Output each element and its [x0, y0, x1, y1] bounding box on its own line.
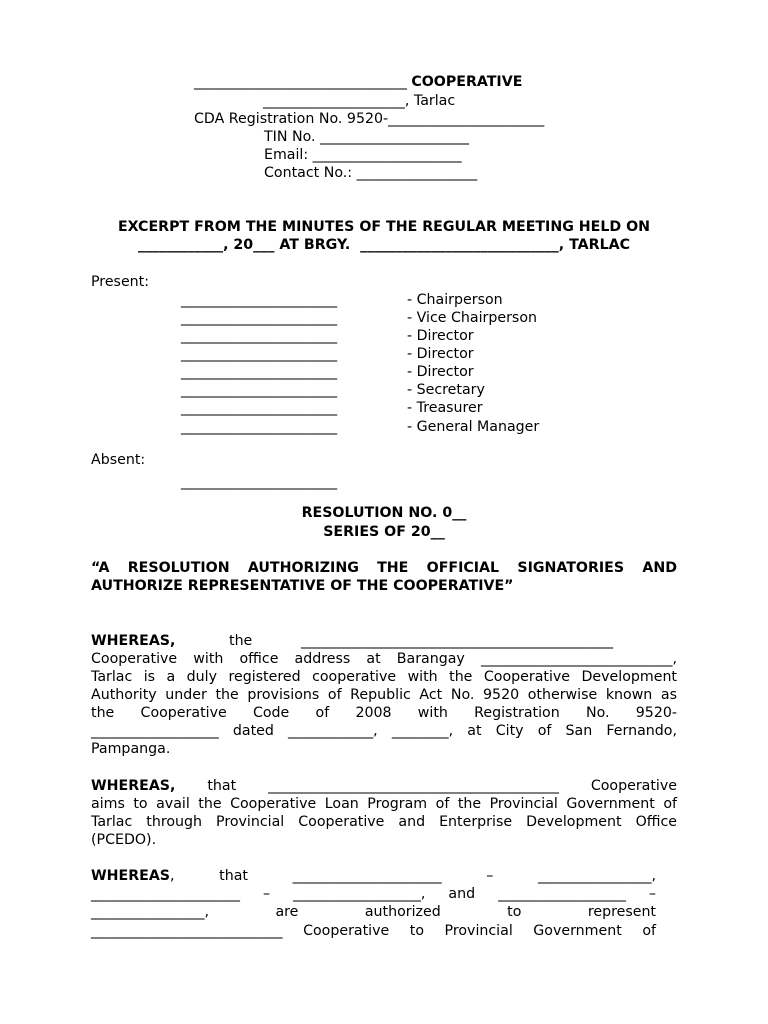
member-name-blank: ______________________	[181, 346, 338, 362]
town-blank: ____________________	[263, 93, 405, 109]
email-label: Email:	[264, 147, 313, 163]
cda-registration-line	[194, 110, 544, 128]
resolution-heading-line2: AUTHORIZE REPRESENTATIVE OF THE COOPERATIVE”	[91, 578, 514, 594]
absent-name-blank: ______________________	[181, 474, 338, 490]
whereas-text-line: _____________________ – __________________, and __________________ –	[91, 886, 656, 902]
member-role: - Director	[407, 364, 474, 380]
email-blank: _____________________	[312, 147, 462, 163]
member-name-blank: ______________________	[181, 292, 338, 308]
member-role: - Secretary	[407, 382, 485, 398]
member-name-blank: ______________________	[181, 382, 338, 398]
cda-blank: ______________________	[388, 111, 545, 127]
contact-blank: _________________	[356, 165, 478, 181]
member-role: - Treasurer	[407, 400, 483, 416]
resolution-series: SERIES OF 20__	[323, 524, 445, 540]
member-role: - Director	[407, 328, 474, 344]
member-role: - General Manager	[407, 419, 540, 435]
whereas-text-line: Cooperative with office address at Barangay ___________________________,	[91, 651, 677, 667]
whereas-text-line: __________________ dated ____________, ________, at City of San Fernando,	[91, 723, 677, 739]
town-suffix: , Tarlac	[404, 93, 456, 109]
whereas-text-line: Pampanga.	[91, 741, 171, 757]
tin-blank: _____________________	[320, 129, 470, 145]
tin-label: TIN No.	[264, 129, 321, 145]
member-name-blank: ______________________	[181, 310, 338, 326]
cooperative-name-line	[194, 73, 522, 91]
member-role: - Chairperson	[407, 292, 503, 308]
whereas-text-line: the Cooperative Code of 2008 with Registration No. 9520-	[91, 705, 677, 721]
whereas-text: , that _____________________ – ________________,	[170, 868, 656, 884]
member-name-blank: ______________________	[181, 419, 338, 435]
cooperative-name-blank: ____________________________________________	[301, 633, 614, 649]
member-name-blank: ______________________	[181, 400, 338, 416]
town-line	[263, 92, 455, 110]
minutes-title-line2: ____________, 20___ AT BRGY. ____________________________, TARLAC	[137, 237, 631, 253]
email-line	[264, 146, 462, 164]
whereas-text-line: Authority under the provisions of Republic Act No. 9520 otherwise known as	[91, 687, 677, 703]
cooperative-word: COOPERATIVE	[411, 74, 523, 90]
cda-label: CDA Registration No. 9520-	[194, 111, 389, 127]
whereas-text-line: (PCEDO).	[91, 832, 157, 848]
contact-line	[264, 164, 477, 182]
contact-label: Contact No.:	[264, 165, 357, 181]
absent-label: Absent:	[91, 452, 146, 468]
whereas-keyword: WHEREAS	[91, 868, 171, 884]
resolution-heading-line1: “A RESOLUTION AUTHORIZING THE OFFICIAL SIGNATORIES AND	[91, 560, 677, 576]
present-label: Present:	[91, 274, 150, 290]
whereas-text-line: Tarlac is a duly registered cooperative with the Cooperative Development	[91, 669, 677, 685]
whereas-text: that _________________________________________ Cooperative	[207, 778, 677, 794]
whereas-text-line: aims to avail the Cooperative Loan Program of the Provincial Government of	[91, 796, 677, 812]
whereas-text-line: Tarlac through Provincial Cooperative and Enterprise Development Office	[91, 814, 677, 830]
whereas-text-line	[91, 867, 656, 885]
whereas-text: the	[229, 633, 253, 649]
member-role: - Vice Chairperson	[407, 310, 538, 326]
member-name-blank: ______________________	[181, 364, 338, 380]
minutes-title-line1: EXCERPT FROM THE MINUTES OF THE REGULAR MEETING HELD ON	[117, 219, 651, 235]
whereas-text-line: ________________, are authorized to represent	[91, 904, 656, 920]
resolution-number: RESOLUTION NO. 0__	[301, 505, 467, 521]
whereas-text-line	[91, 777, 677, 795]
whereas-keyword: WHEREAS,	[91, 633, 176, 649]
tin-line	[264, 128, 469, 146]
member-role: - Director	[407, 346, 474, 362]
member-name-blank: ______________________	[181, 328, 338, 344]
cooperative-name-blank: ______________________________	[194, 74, 407, 90]
whereas-text-line: ___________________________ Cooperative to Provincial Government of	[91, 923, 656, 939]
whereas-keyword: WHEREAS,	[91, 778, 176, 794]
